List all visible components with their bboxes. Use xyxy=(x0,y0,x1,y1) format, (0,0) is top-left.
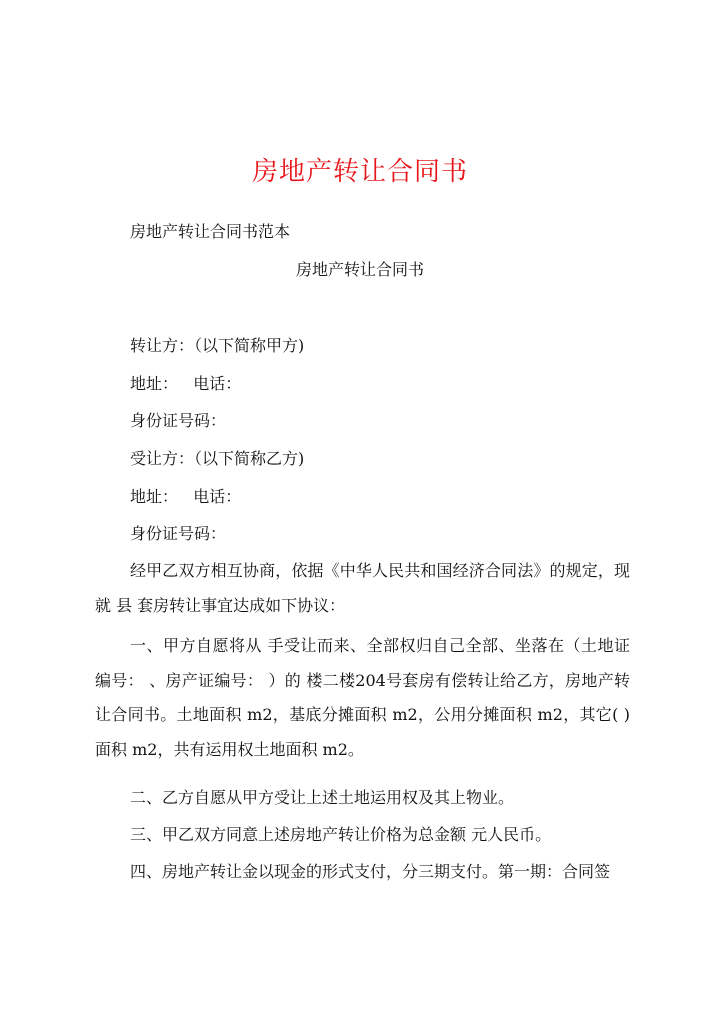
clause-1-paragraph: 一、甲方自愿将从 手受让而来、全部权归自己全部、坐落在（土地证编号： 、房产证编号： ）的 楼二楼204号套房有偿转让给乙方，房地产转让合同书。土地面积 m2，基底分摊面积 m2，公用分摊面积 m2，其它( )面积 m2，共有运用权土地面积 m2。 xyxy=(95,636,630,759)
preamble-paragraph: 经甲乙双方相互协商，依据《中华人民共和国经济合同法》的规定，现就 县 套房转让事宜达成如下协议： xyxy=(95,561,630,615)
document-title: 房地产转让合同书 xyxy=(251,157,468,187)
clause-3-paragraph: 三、甲乙双方同意上述房地产转让价格为总金额 元人民币。 xyxy=(130,825,552,844)
party-a-address-line: 地址： 电话： xyxy=(130,374,242,393)
document-subtitle: 房地产转让合同书 xyxy=(295,260,424,279)
party-b-id-line: 身份证号码： xyxy=(130,524,227,543)
party-b-line: 受让方：（以下简称乙方) xyxy=(130,449,305,468)
clause-4-paragraph: 四、房地产转让金以现金的形式支付，分三期支付。第一期：合同签 xyxy=(130,862,611,881)
template-label: 房地产转让合同书范本 xyxy=(130,222,291,241)
party-a-line: 转让方：（以下简称甲方) xyxy=(130,336,305,355)
party-b-address-line: 地址： 电话： xyxy=(130,487,242,506)
clause-2-paragraph: 二、乙方自愿从甲方受让上述土地运用权及其上物业。 xyxy=(130,788,515,807)
party-a-id-line: 身份证号码： xyxy=(130,411,227,430)
